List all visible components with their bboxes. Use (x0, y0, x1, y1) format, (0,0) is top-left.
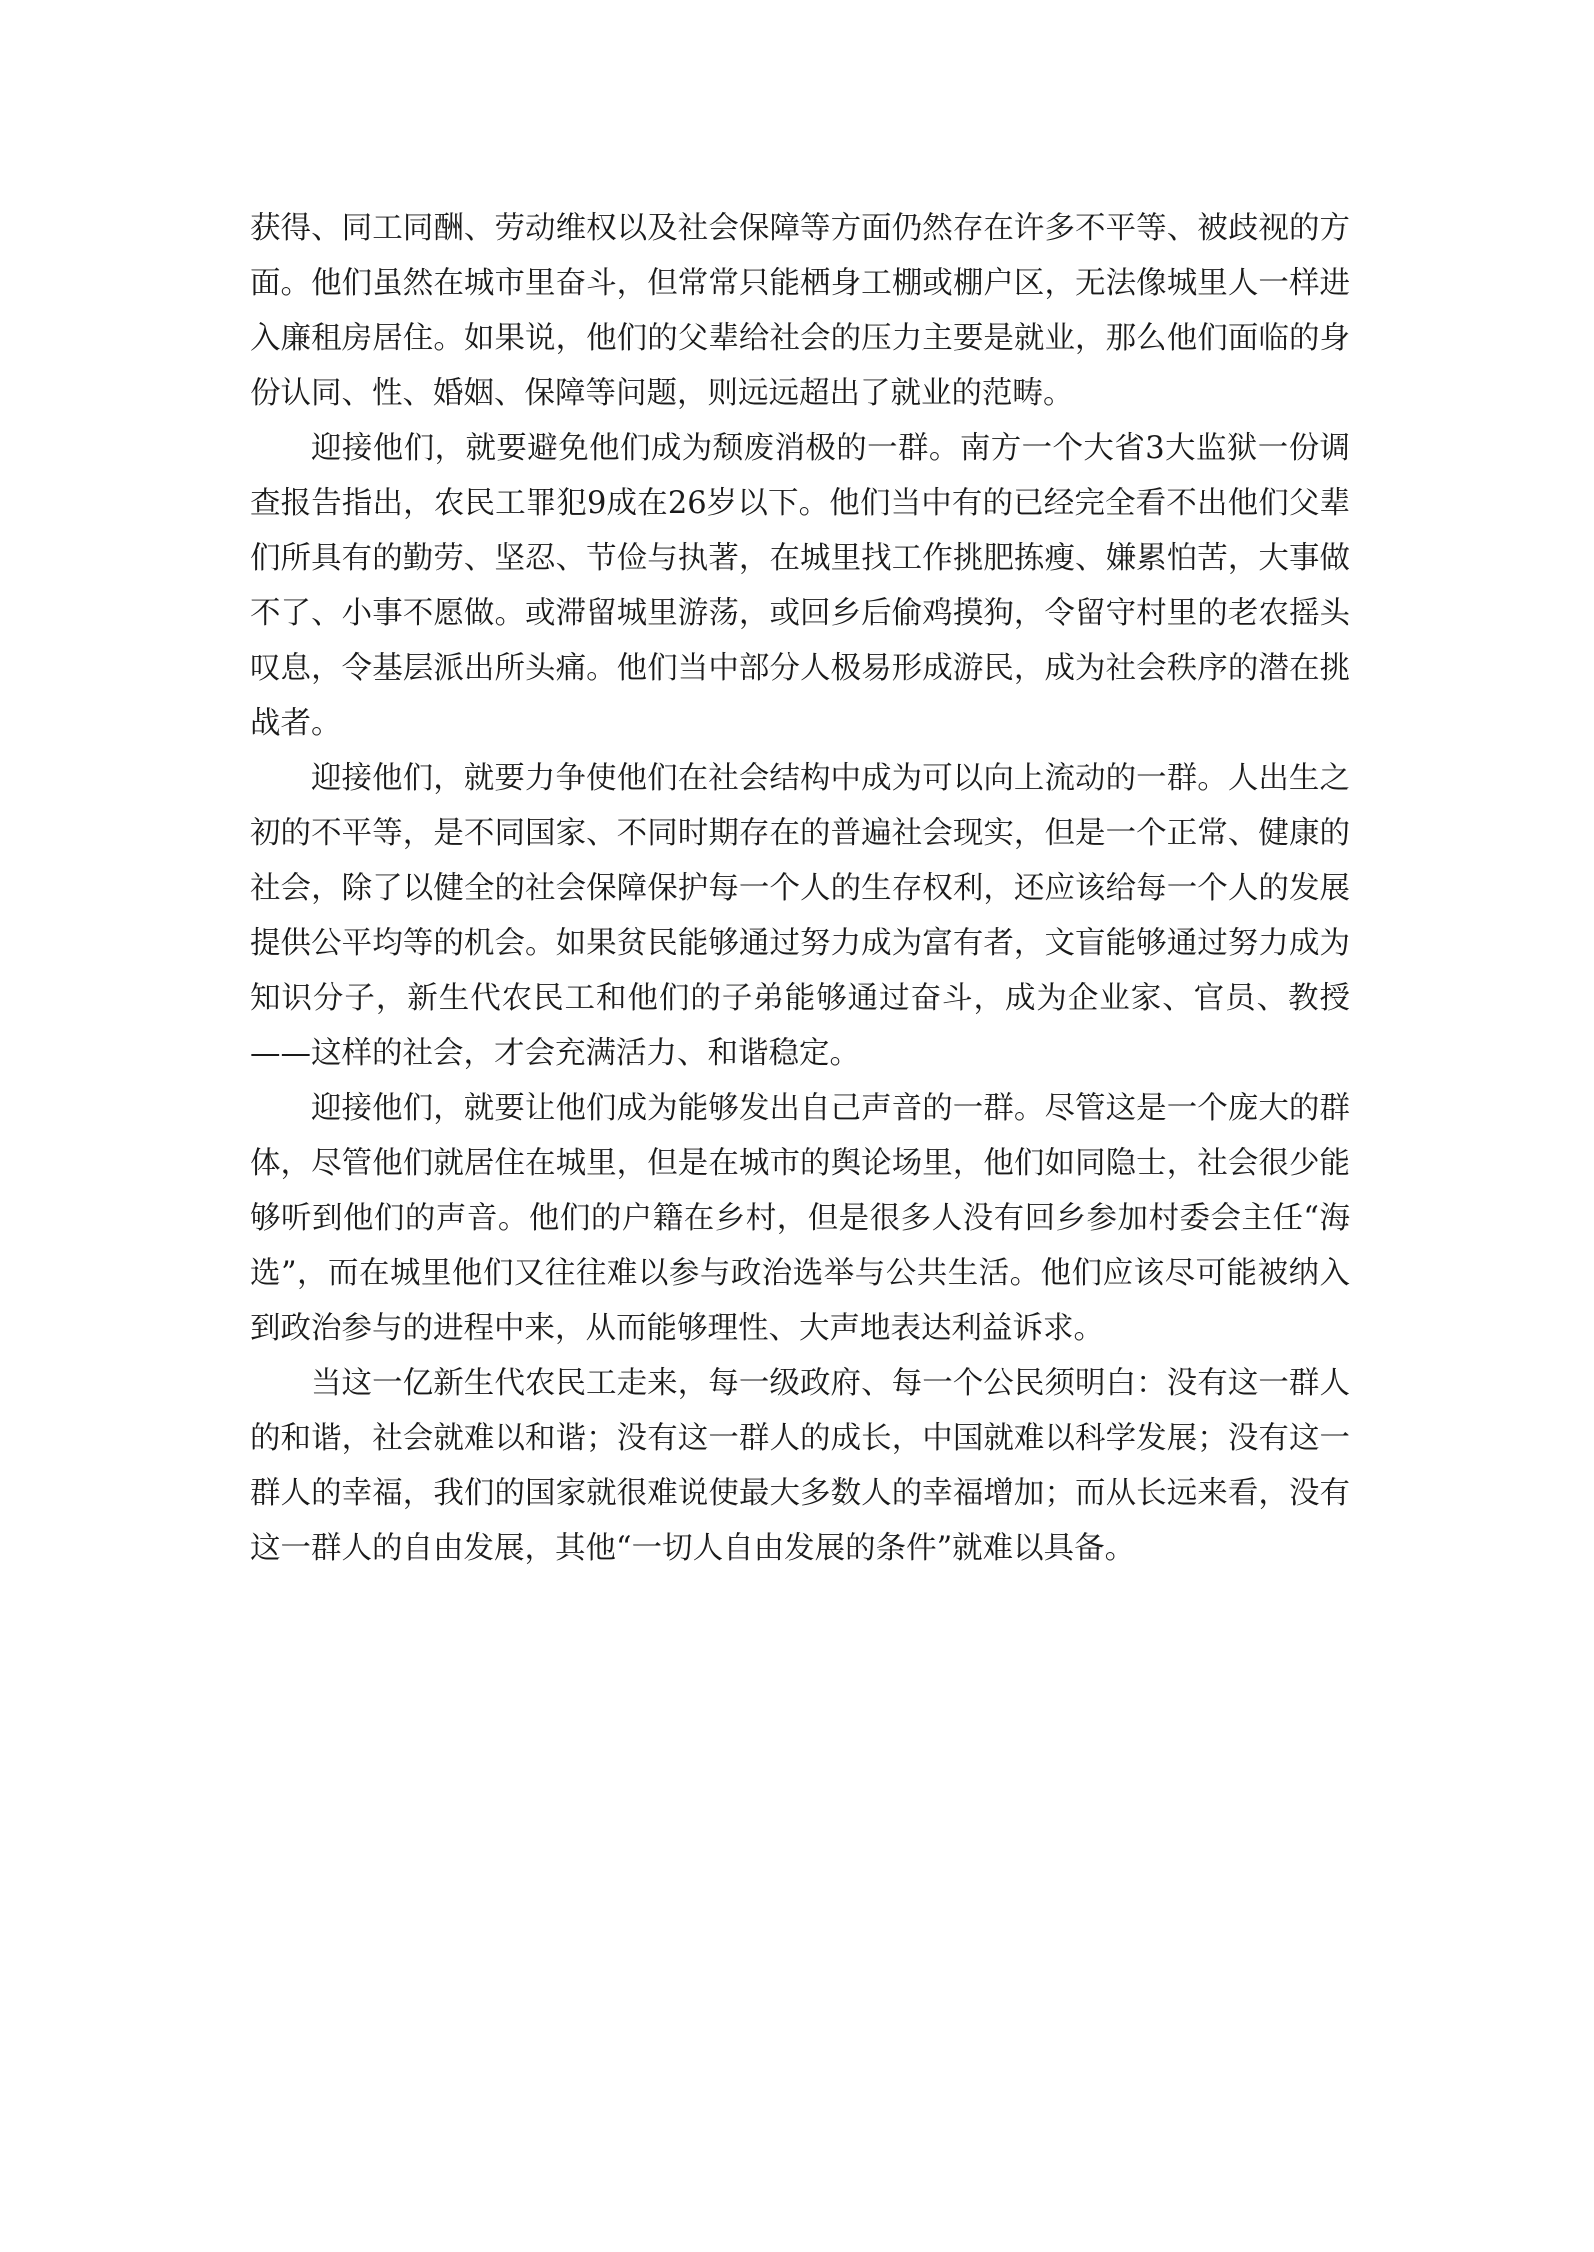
paragraph-continuation: 获得、同工同酬、劳动维权以及社会保障等方面仍然存在许多不平等、被歧视的方面。他们虽然在城市里奋斗，但常常只能栖身工棚或棚户区，无法像城里人一样进入廉租房居住。如果说，他们的父辈给社会的压力主要是就业，那么他们面临的身份认同、性、婚姻、保障等问题，则远远超出了就业的范畴。 (250, 211, 1350, 411)
paragraph-upward-mobility: 迎接他们，就要力争使他们在社会结构中成为可以向上流动的一群。人出生之初的不平等，是不同国家、不同时期存在的普遍社会现实，但是一个正常、健康的社会，除了以健全的社会保障保护每一个人的生存权利，还应该给每一个人的发展提供公平均等的机会。如果贫民能够通过努力成为富有者，文盲能够通过努力成为知识分子，新生代农民工和他们的子弟能够通过奋斗，成为企业家、官员、教授——这样的社会，才会充满活力、和谐稳定。 (250, 761, 1350, 1071)
paragraph-own-voice: 迎接他们，就要让他们成为能够发出自己声音的一群。尽管这是一个庞大的群体，尽管他们就居住在城里，但是在城市的舆论场里，他们如同隐士，社会很少能够听到他们的声音。他们的户籍在乡村，但是很多人没有回乡参加村委会主任“海选”，而在城里他们又往往难以参与政治选举与公共生活。他们应该尽可能被纳入到政治参与的进程中来，从而能够理性、大声地表达利益诉求。 (250, 1091, 1350, 1346)
paragraph-avoid-decadence: 迎接他们，就要避免他们成为颓废消极的一群。南方一个大省3大监狱一份调查报告指出，农民工罪犯9成在26岁以下。他们当中有的已经完全看不出他们父辈们所具有的勤劳、坚忍、节俭与执著，在城里找工作挑肥拣瘦、嫌累怕苦，大事做不了、小事不愿做。或滞留城里游荡，或回乡后偷鸡摸狗，令留守村里的老农摇头叹息，令基层派出所头痛。他们当中部分人极易形成游民，成为社会秩序的潜在挑战者。 (250, 431, 1350, 741)
paragraph-conclusion: 当这一亿新生代农民工走来，每一级政府、每一个公民须明白：没有这一群人的和谐，社会就难以和谐；没有这一群人的成长，中国就难以科学发展；没有这一群人的幸福，我们的国家就很难说使最大多数人的幸福增加；而从长远来看，没有这一群人的自由发展，其他“一切人自由发展的条件”就难以具备。 (250, 1366, 1350, 1566)
article-body (250, 201, 1350, 1576)
